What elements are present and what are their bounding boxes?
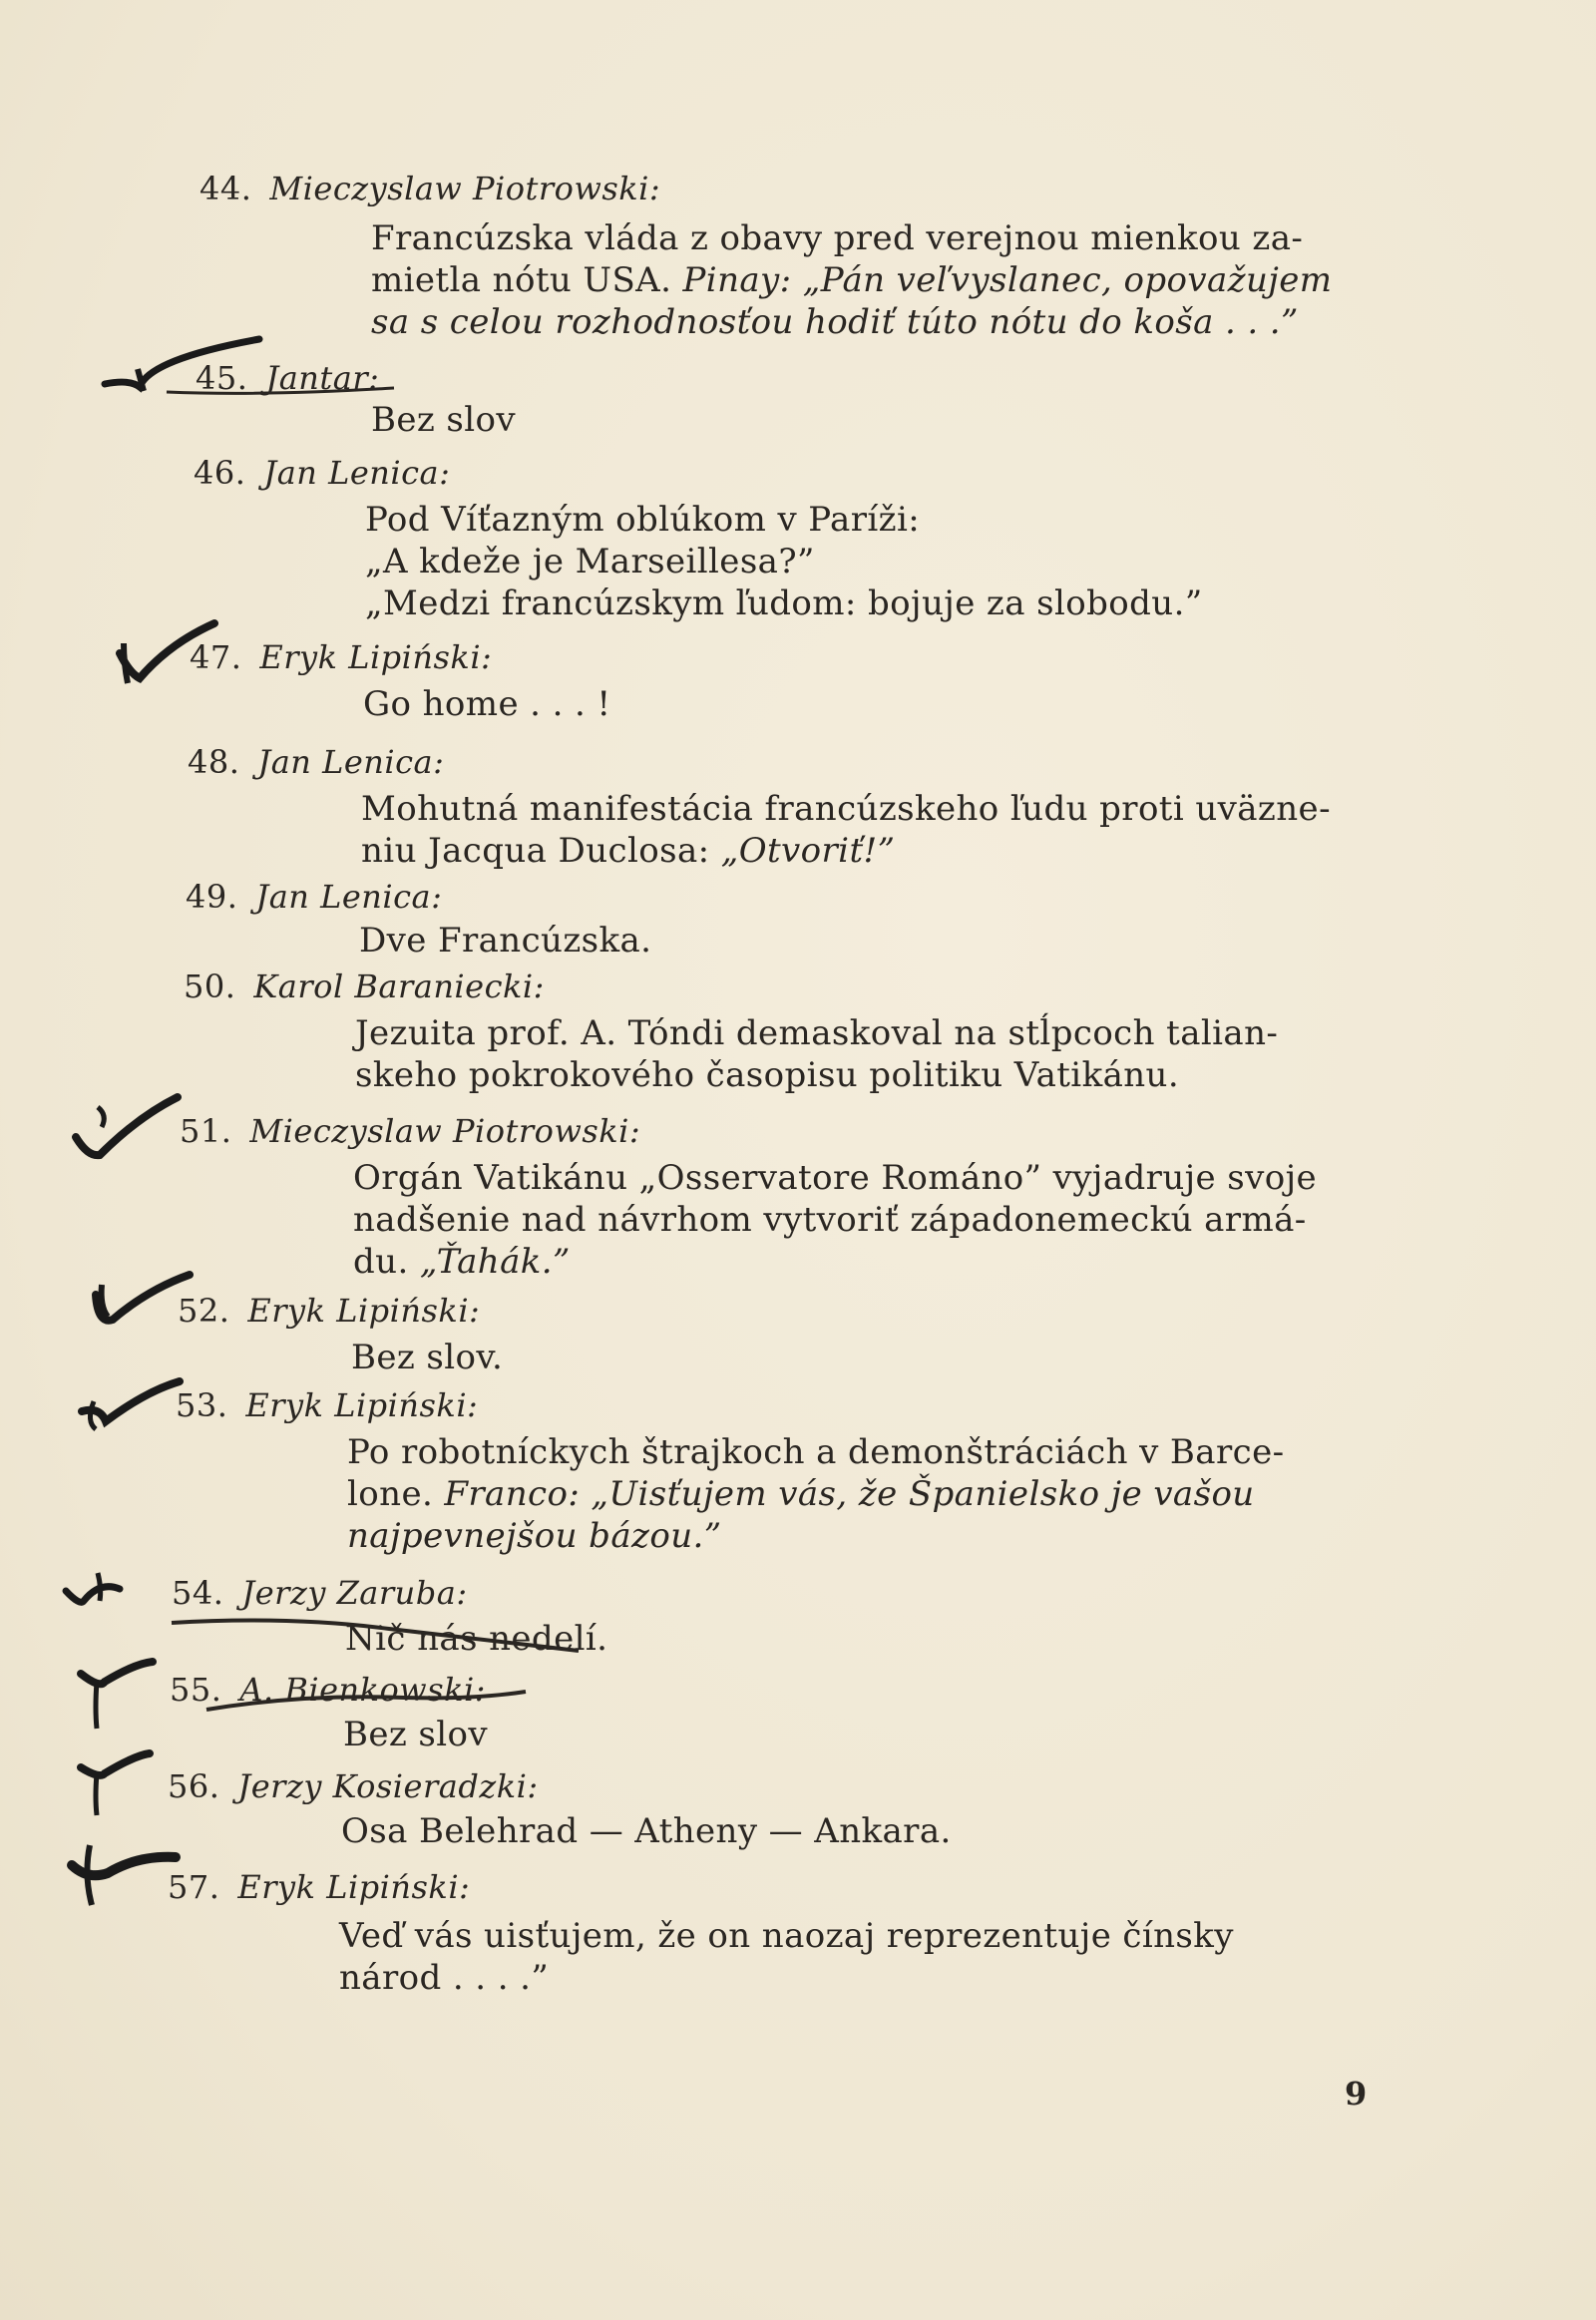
caption-segment: „A kdeže je Marseillesa?”: [365, 542, 815, 581]
author-name: Jerzy Zaruba:: [241, 1574, 468, 1612]
strikethrough-mark: [204, 1684, 534, 1724]
caption-line: [363, 683, 1361, 725]
caption-line: [353, 1241, 1381, 1283]
caption-text: [365, 499, 1383, 624]
entry-number: 46.: [194, 454, 246, 492]
caption-line: [365, 582, 1383, 624]
handwritten-check-icon: [76, 1371, 205, 1451]
entry-heading: [188, 743, 444, 781]
caption-line: [361, 830, 1384, 872]
entry-number: 52.: [178, 1292, 230, 1330]
handwritten-check-icon: [75, 1654, 204, 1734]
page-number: 9: [1345, 2075, 1368, 2113]
caption-text: [355, 1012, 1383, 1096]
caption-segment: Franco: „Uisťujem vás, že Španielsko je vašou: [444, 1474, 1255, 1514]
author-name: Eryk Lipiński:: [245, 1386, 479, 1424]
caption-segment: Bez slov: [343, 1715, 489, 1754]
entry-heading: [176, 1386, 478, 1424]
caption-segment: sa s celou rozhodnosťou hodiť túto nótu do koša . . .”: [371, 302, 1299, 342]
caption-segment: du.: [353, 1242, 420, 1282]
caption-line: [365, 499, 1383, 541]
author-name: Jan Lenica:: [257, 743, 445, 781]
entry-heading: [184, 967, 545, 1005]
caption-segment: národ . . . .”: [339, 1958, 550, 1998]
author-name: Jan Lenica:: [263, 454, 451, 492]
caption-line: [347, 1473, 1377, 1515]
author-name: Eryk Lipiński:: [247, 1292, 481, 1330]
entry-number: 53.: [176, 1386, 228, 1424]
handwritten-check-icon: [110, 613, 242, 693]
author-name: Eryk Lipiński:: [237, 1868, 471, 1906]
caption-text: [341, 1810, 1339, 1852]
entry-number: 45.: [196, 359, 248, 397]
entry-heading: [178, 1292, 480, 1330]
entry-heading: [180, 1112, 640, 1150]
caption-line: [341, 1810, 1339, 1852]
caption-text: [361, 788, 1384, 872]
author-name: Mieczyslaw Piotrowski:: [269, 170, 661, 207]
caption-line: [365, 541, 1383, 582]
caption-segment: Go home . . . !: [363, 684, 611, 724]
caption-text: [351, 1337, 1349, 1378]
caption-segment: Veď vás uisťujem, že on naozaj reprezentuje čínsky: [339, 1916, 1234, 1956]
caption-line: [355, 1054, 1383, 1096]
author-name: Jan Lenica:: [255, 878, 443, 916]
author-name: Mieczyslaw Piotrowski:: [249, 1112, 641, 1150]
caption-segment: Dve Francúzska.: [359, 921, 652, 961]
entry-number: 47.: [190, 638, 242, 676]
author-name: Jerzy Kosieradzki:: [237, 1767, 539, 1805]
caption-segment: niu Jacqua Duclosa:: [361, 831, 721, 871]
caption-line: [353, 1199, 1381, 1241]
author-name: A. Bienkowski:: [239, 1671, 487, 1709]
caption-segment: Francúzska vláda z obavy pred verejnou mienkou za-: [371, 218, 1304, 258]
caption-segment: lone.: [347, 1474, 445, 1514]
author-name: Eryk Lipiński:: [259, 638, 493, 676]
entry-number: 49.: [186, 878, 238, 916]
entry-number: 44.: [200, 170, 252, 207]
caption-segment: Pinay: „Pán veľvyslanec, opovažujem: [682, 260, 1333, 300]
caption-text: [371, 217, 1398, 343]
caption-line: [355, 1012, 1383, 1054]
caption-text: [339, 1915, 1377, 1999]
entry-heading: [172, 1574, 468, 1612]
caption-segment: Po robotníckych štrajkoch a demonštráciách v Barce-: [347, 1432, 1285, 1472]
caption-segment: Pod Víťazným oblúkom v Paríži:: [365, 500, 921, 540]
caption-line: [371, 259, 1398, 301]
caption-text: [371, 399, 1369, 441]
caption-segment: „Ťahák.”: [419, 1242, 571, 1282]
caption-segment: mietla nótu USA.: [371, 260, 683, 300]
handwritten-check-icon: [75, 1747, 204, 1827]
strikethrough-mark: [170, 1611, 598, 1661]
strikethrough-mark: [165, 374, 404, 404]
entry-number: 57.: [168, 1868, 220, 1906]
caption-segment: „Medzi francúzskym ľudom: bojuje za slobodu.”: [365, 583, 1203, 623]
caption-line: [371, 301, 1398, 343]
caption-segment: Osa Belehrad — Atheny — Ankara.: [341, 1811, 952, 1851]
caption-text: [347, 1431, 1377, 1557]
entry-number: 56.: [168, 1767, 220, 1805]
caption-line: [339, 1915, 1377, 1957]
author-name: Karol Baraniecki:: [253, 967, 545, 1005]
caption-segment: Bez slov: [371, 400, 517, 440]
caption-segment: Jezuita prof. A. Tóndi demaskoval na stĺpcoch talian-: [355, 1013, 1279, 1053]
entry-heading: [168, 1868, 470, 1906]
caption-segment: Mohutná manifestácia francúzskeho ľudu proti uväzne-: [361, 789, 1331, 829]
caption-segment: najpevnejšou bázou.”: [347, 1516, 722, 1556]
entry-number: 48.: [188, 743, 240, 781]
caption-segment: Bez slov.: [351, 1338, 504, 1377]
entry-number: 55.: [170, 1671, 222, 1709]
handwritten-check-icon: [88, 1265, 217, 1345]
entry-heading: [200, 170, 660, 207]
caption-segment: „Otvoriť!”: [720, 831, 896, 871]
caption-line: [347, 1515, 1377, 1557]
caption-line: [371, 399, 1369, 441]
caption-line: [371, 217, 1398, 259]
author-name: Jantar:: [265, 359, 380, 397]
entry-number: 51.: [180, 1112, 232, 1150]
caption-segment: nadšenie nad návrhom vytvoriť západonemeckú armá-: [353, 1200, 1307, 1240]
caption-line: [353, 1157, 1381, 1199]
handwritten-check-icon: [68, 1087, 198, 1167]
caption-segment: skeho pokrokového časopisu politiku Vatikánu.: [355, 1055, 1180, 1095]
caption-line: [361, 788, 1384, 830]
entry-heading: [194, 454, 450, 492]
entry-heading: [168, 1767, 539, 1805]
caption-text: [359, 920, 1357, 962]
entry-heading: [186, 878, 442, 916]
caption-line: [351, 1337, 1349, 1378]
caption-line: [359, 920, 1357, 962]
caption-line: [339, 1957, 1377, 1999]
caption-text: [363, 683, 1361, 725]
caption-segment: Orgán Vatikánu „Osservatore Románo” vyjadruje svoje: [353, 1158, 1318, 1198]
entry-number: 54.: [172, 1574, 224, 1612]
caption-segment: Nič nás nedelí.: [345, 1619, 608, 1659]
caption-text: [353, 1157, 1381, 1283]
entry-number: 50.: [184, 967, 236, 1005]
caption-line: [347, 1431, 1377, 1473]
handwritten-check-icon: [68, 1835, 198, 1915]
